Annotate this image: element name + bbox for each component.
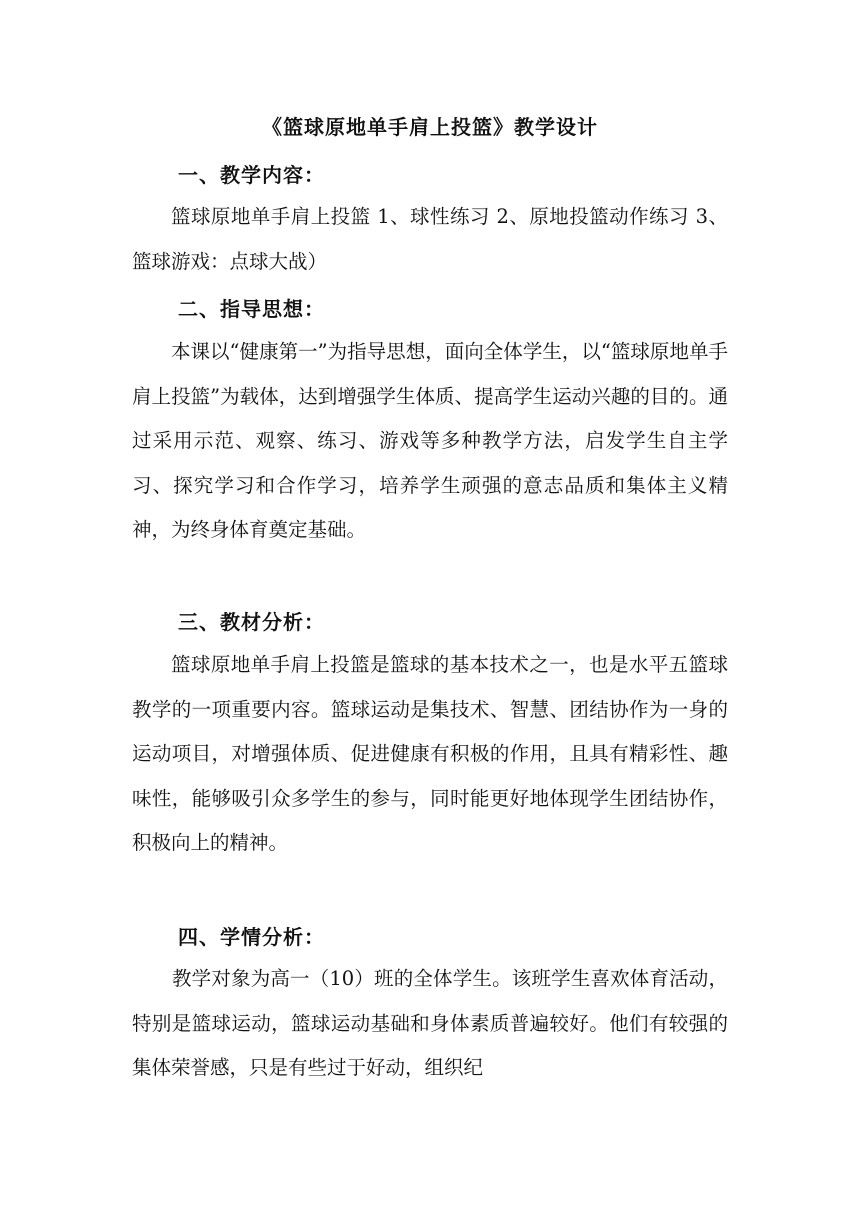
section-heading-guiding-ideology: 二、指导思想： [178,297,325,321]
section-body-teaching-content: 篮球原地单手肩上投篮 1、球性练习 2、原地投篮动作练习 3、篮球游戏：点球大战） [132,205,728,273]
section-body-student-analysis: 教学对象为高一（10）班的全体学生。该班学生喜欢体育活动，特别是篮球运动，篮球运动基础和身体素质普遍较好。他们有较强的集体荣誉感，只是有些过于好动，组织纪 [132,967,728,1079]
section-body-material-analysis: 篮球原地单手肩上投篮是篮球的基本技术之一，也是水平五篮球教学的一项重要内容。篮球运动是集技术、智慧、团结协作为一身的运动项目，对增强体质、促进健康有积极的作用，且具有精彩性、趣味性，能够吸引众多学生的参与，同时能更好地体现学生团结协作，积极向上的精神。 [132,653,728,854]
section-heading-student-analysis: 四、学情分析： [178,925,325,949]
document-title: 《篮球原地单手肩上投篮》教学设计 [262,115,598,139]
section-heading-teaching-content: 一、教学内容： [178,163,325,187]
section-body-guiding-ideology: 本课以“健康第一”为指导思想，面向全体学生，以“篮球原地单手肩上投篮”为载体，达到增强学生体质、提高学生运动兴趣的目的。通过采用示范、观察、练习、游戏等多种教学方法，启发学生自主学习、探究学习和合作学习，培养学生顽强的意志品质和集体主义精神，为终身体育奠定基础。 [132,340,728,541]
section-heading-material-analysis: 三、教材分析： [178,610,325,634]
